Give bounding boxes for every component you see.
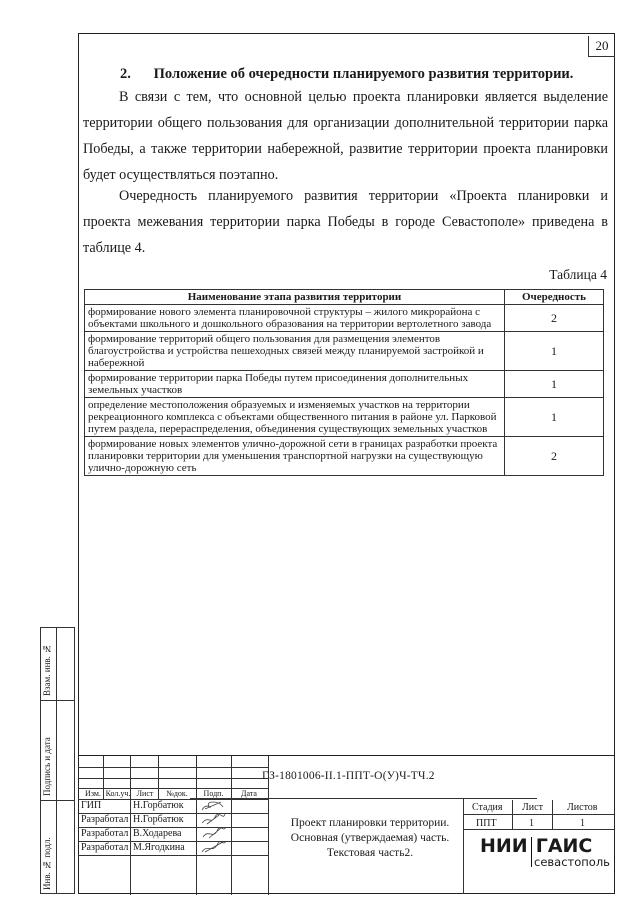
stage-vline [512, 800, 513, 830]
sheets-value: 1 [580, 818, 585, 829]
col-kolich: Кол.уч. [105, 789, 131, 798]
stage-order: 2 [505, 305, 604, 332]
side-label-inv: Инв. № подл. [42, 837, 52, 890]
stage-vline [552, 800, 553, 830]
role-3: Разработал [81, 842, 129, 853]
role-0: ГИП [81, 800, 102, 811]
stage-name: формирование новых элементов улично-дорожной сети в границах разработки проекта планировки территории для уменьшения транспортной нагрузки на существующую улично-дорожную сеть [85, 437, 505, 476]
document-description: Проект планировки территории. Основная (утверждаемая) часть. Текстовая часть2. [290, 817, 450, 859]
sheet-value: 1 [529, 818, 534, 829]
page-number: 20 [588, 36, 615, 57]
table-row [85, 332, 604, 371]
section-heading [120, 66, 573, 83]
name-2: В.Ходарева [133, 828, 182, 839]
section-number: 2. [120, 66, 131, 82]
logo-part-2: ГАИС [535, 835, 593, 857]
stage-name: формирование территории парка Победы путем присоединения дополнительных земельных участков [85, 371, 505, 398]
side-label-vzam: Взам. инв. № [42, 643, 52, 696]
stage-order: 2 [505, 437, 604, 476]
role-2: Разработал [81, 828, 129, 839]
stage-header: Стадия [472, 802, 503, 813]
paragraph-1-text: В связи с тем, что основной целью проекта планировки является выделение территории общего пользования для организации дополнительной территории парка Победы, а также территории набережной, развитие территории проекта планировки будет осуществляться поэтапно. [83, 89, 608, 183]
paragraph-1 [83, 84, 608, 188]
stage-name: определение местоположения образуемых и изменяемых участков на территории рекреационного комплекса с объектами общественного питания в районе ул. Парковой путем раздела, перераспределения, объединения существующих земельных участков [85, 398, 505, 437]
name-1: Н.Горбатюк [133, 814, 184, 825]
stage-name: формирование нового элемента планировочной структуры – жилого микрорайона с объектами школьного и дошкольного образования на территории вертолетного завода [85, 305, 505, 332]
sheets-header: Листов [567, 802, 598, 813]
side-divider [40, 700, 75, 701]
stage-value: ППТ [476, 818, 497, 829]
side-strip-inner [57, 627, 75, 894]
company-logo [480, 835, 610, 869]
col-podp: Подп. [203, 789, 224, 798]
table-row [85, 371, 604, 398]
sheet-header: Лист [522, 802, 543, 813]
signatures-graphic [199, 797, 229, 857]
table-row [85, 437, 604, 476]
role-1: Разработал [81, 814, 129, 825]
stage-order: 1 [505, 398, 604, 437]
stage-name: формирование территорий общего пользования для размещения элементов благоустройства и устройства пешеходных связей между планируемой застройкой и набережной [85, 332, 505, 371]
logo-part-1: НИИ [480, 835, 528, 857]
stage-block-border [463, 798, 464, 894]
stage-order: 1 [505, 371, 604, 398]
logo-subtitle: севастополь [534, 855, 610, 869]
stage-hline [463, 829, 615, 830]
col-izm: Изм. [85, 789, 101, 798]
name-3: М.Ягодкина [133, 842, 185, 853]
col-data: Дата [241, 789, 257, 798]
paragraph-2-text: Очередность планируемого развития территории «Проекта планировки и проекта межевания территории парка Победы в городе Севастополе» приведена в таблице 4. [83, 188, 608, 256]
side-label-podpis: Подпись и дата [42, 737, 52, 796]
title-block-divider [190, 798, 537, 799]
table-caption: Таблица 4 [549, 267, 607, 282]
header-order: Очередность [505, 290, 604, 305]
name-0: Н.Горбатюк [133, 800, 184, 811]
stages-table [84, 289, 604, 476]
stage-hline [463, 814, 615, 815]
side-divider [40, 800, 75, 801]
document-number: ГЗ-1801006-II.1-ППТ-О(У)Ч-ТЧ.2 [262, 770, 435, 782]
stage-order: 1 [505, 332, 604, 371]
table-row [85, 398, 604, 437]
section-title: Положение об очередности планируемого развития территории. [153, 66, 574, 82]
paragraph-2 [83, 183, 608, 261]
table-row [85, 305, 604, 332]
table-header-row [85, 290, 604, 305]
col-list: Лист [136, 789, 154, 798]
col-ndok: №док. [166, 789, 188, 798]
header-stage-name: Наименование этапа развития территории [85, 290, 505, 305]
signature-grid [78, 756, 268, 895]
